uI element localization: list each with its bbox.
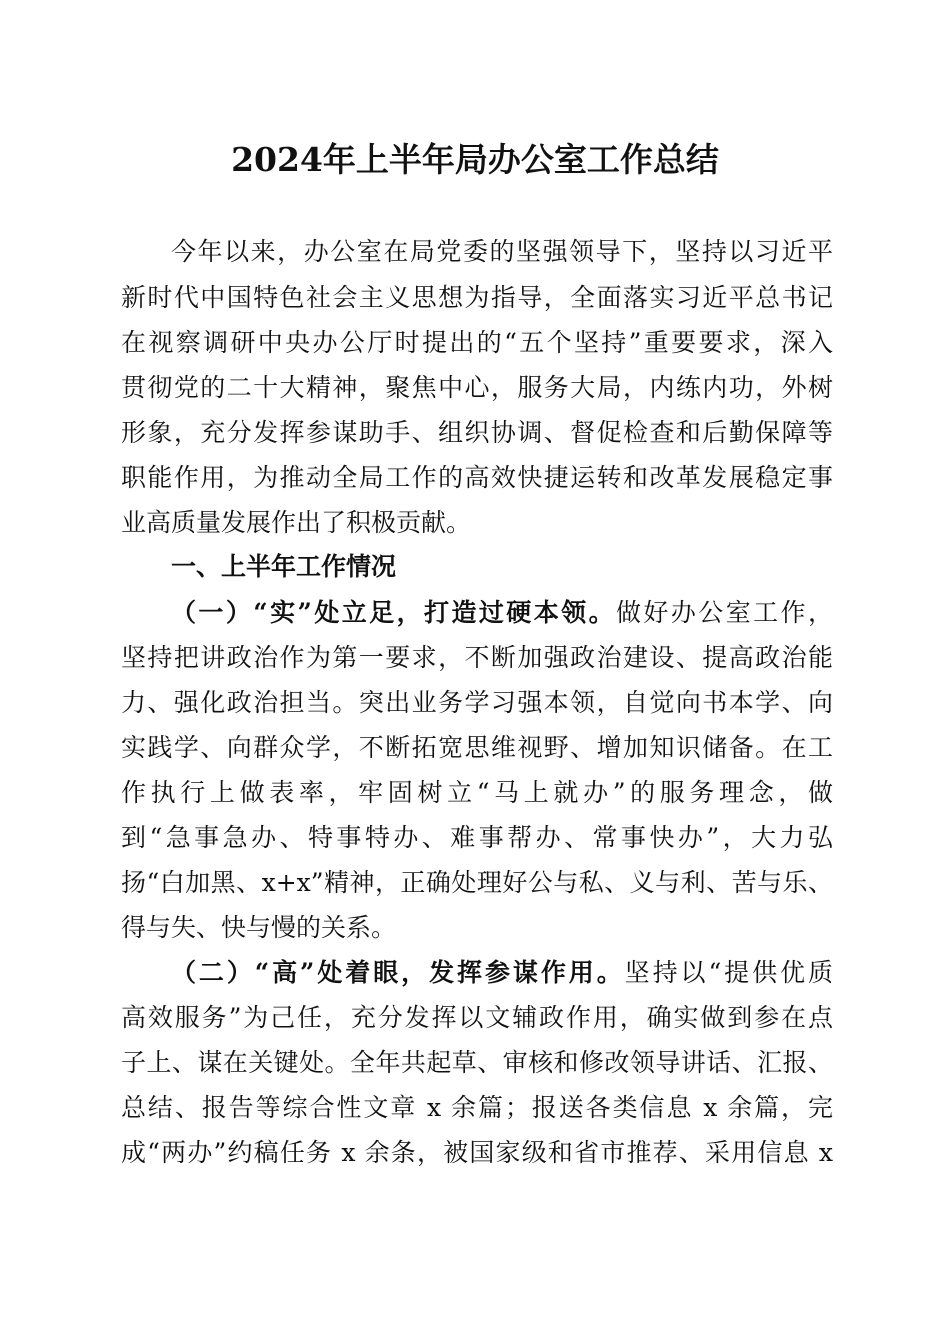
intro-line-3: 在视察调研中央办公厅时提出的“五个坚持”重要要求，深入 bbox=[121, 328, 833, 357]
sub1-line-2: 力、强化政治担当。突出业务学习强本领，自觉向书本学、向 bbox=[121, 688, 833, 717]
section-heading: 一、上半年工作情况 bbox=[171, 552, 397, 581]
intro-line-4: 贯彻党的二十大精神，聚焦中心，服务大局，内练内功，外树 bbox=[121, 373, 833, 402]
intro-line-6: 职能作用，为推动全局工作的高效快捷运转和改革发展稳定事 bbox=[121, 463, 833, 492]
sub1-lead: （一）“实”处立足，打造过硬本领。 bbox=[171, 598, 616, 627]
sub1-line-4: 作执行上做表率，牢固树立“马上就办”的服务理念，做 bbox=[121, 778, 833, 807]
sub2-first-rest: 坚持以“提供优质 bbox=[624, 958, 833, 987]
sub2-line-2: 子上、谋在关键处。全年共起草、审核和修改领导讲话、汇报、 bbox=[121, 1048, 833, 1077]
intro-line-7: 业高质量发展作出了积极贡献。 bbox=[121, 508, 472, 537]
sub2-lead: （二）“高”处着眼，发挥参谋作用。 bbox=[171, 958, 625, 987]
intro-line-1: 今年以来，办公室在局党委的坚强领导下，坚持以习近平 bbox=[171, 237, 833, 266]
sub2-line-3: 总结、报告等综合性文章 x 余篇；报送各类信息 x 余篇，完 bbox=[121, 1093, 833, 1122]
sub2-first-line bbox=[171, 957, 833, 989]
sub1-line-7: 得与失、快与慢的关系。 bbox=[121, 913, 397, 942]
sub1-first-rest: 做好办公室工作， bbox=[616, 598, 833, 627]
document-title: 2024年上半年局办公室工作总结 bbox=[231, 140, 719, 179]
sub1-line-3: 实践学、向群众学，不断拓宽思维视野、增加知识储备。在工 bbox=[121, 733, 833, 762]
sub1-first-line bbox=[171, 597, 833, 629]
sub2-line-4: 成“两办”约稿任务 x 余条，被国家级和省市推荐、采用信息 x bbox=[121, 1138, 833, 1167]
sub2-line-1: 高效服务”为己任，充分发挥以文辅政作用，确实做到参在点 bbox=[121, 1003, 833, 1032]
sub1-line-6: 扬“白加黑、x+x”精神，正确处理好公与私、义与利、苦与乐、 bbox=[121, 868, 833, 897]
sub1-line-1: 坚持把讲政治作为第一要求，不断加强政治建设、提高政治能 bbox=[121, 643, 833, 672]
intro-line-5: 形象，充分发挥参谋助手、组织协调、督促检查和后勤保障等 bbox=[121, 418, 833, 447]
intro-line-2: 新时代中国特色社会主义思想为指导，全面落实习近平总书记 bbox=[121, 283, 833, 312]
sub1-line-5: 到“急事急办、特事特办、难事帮办、常事快办”，大力弘 bbox=[121, 823, 833, 852]
